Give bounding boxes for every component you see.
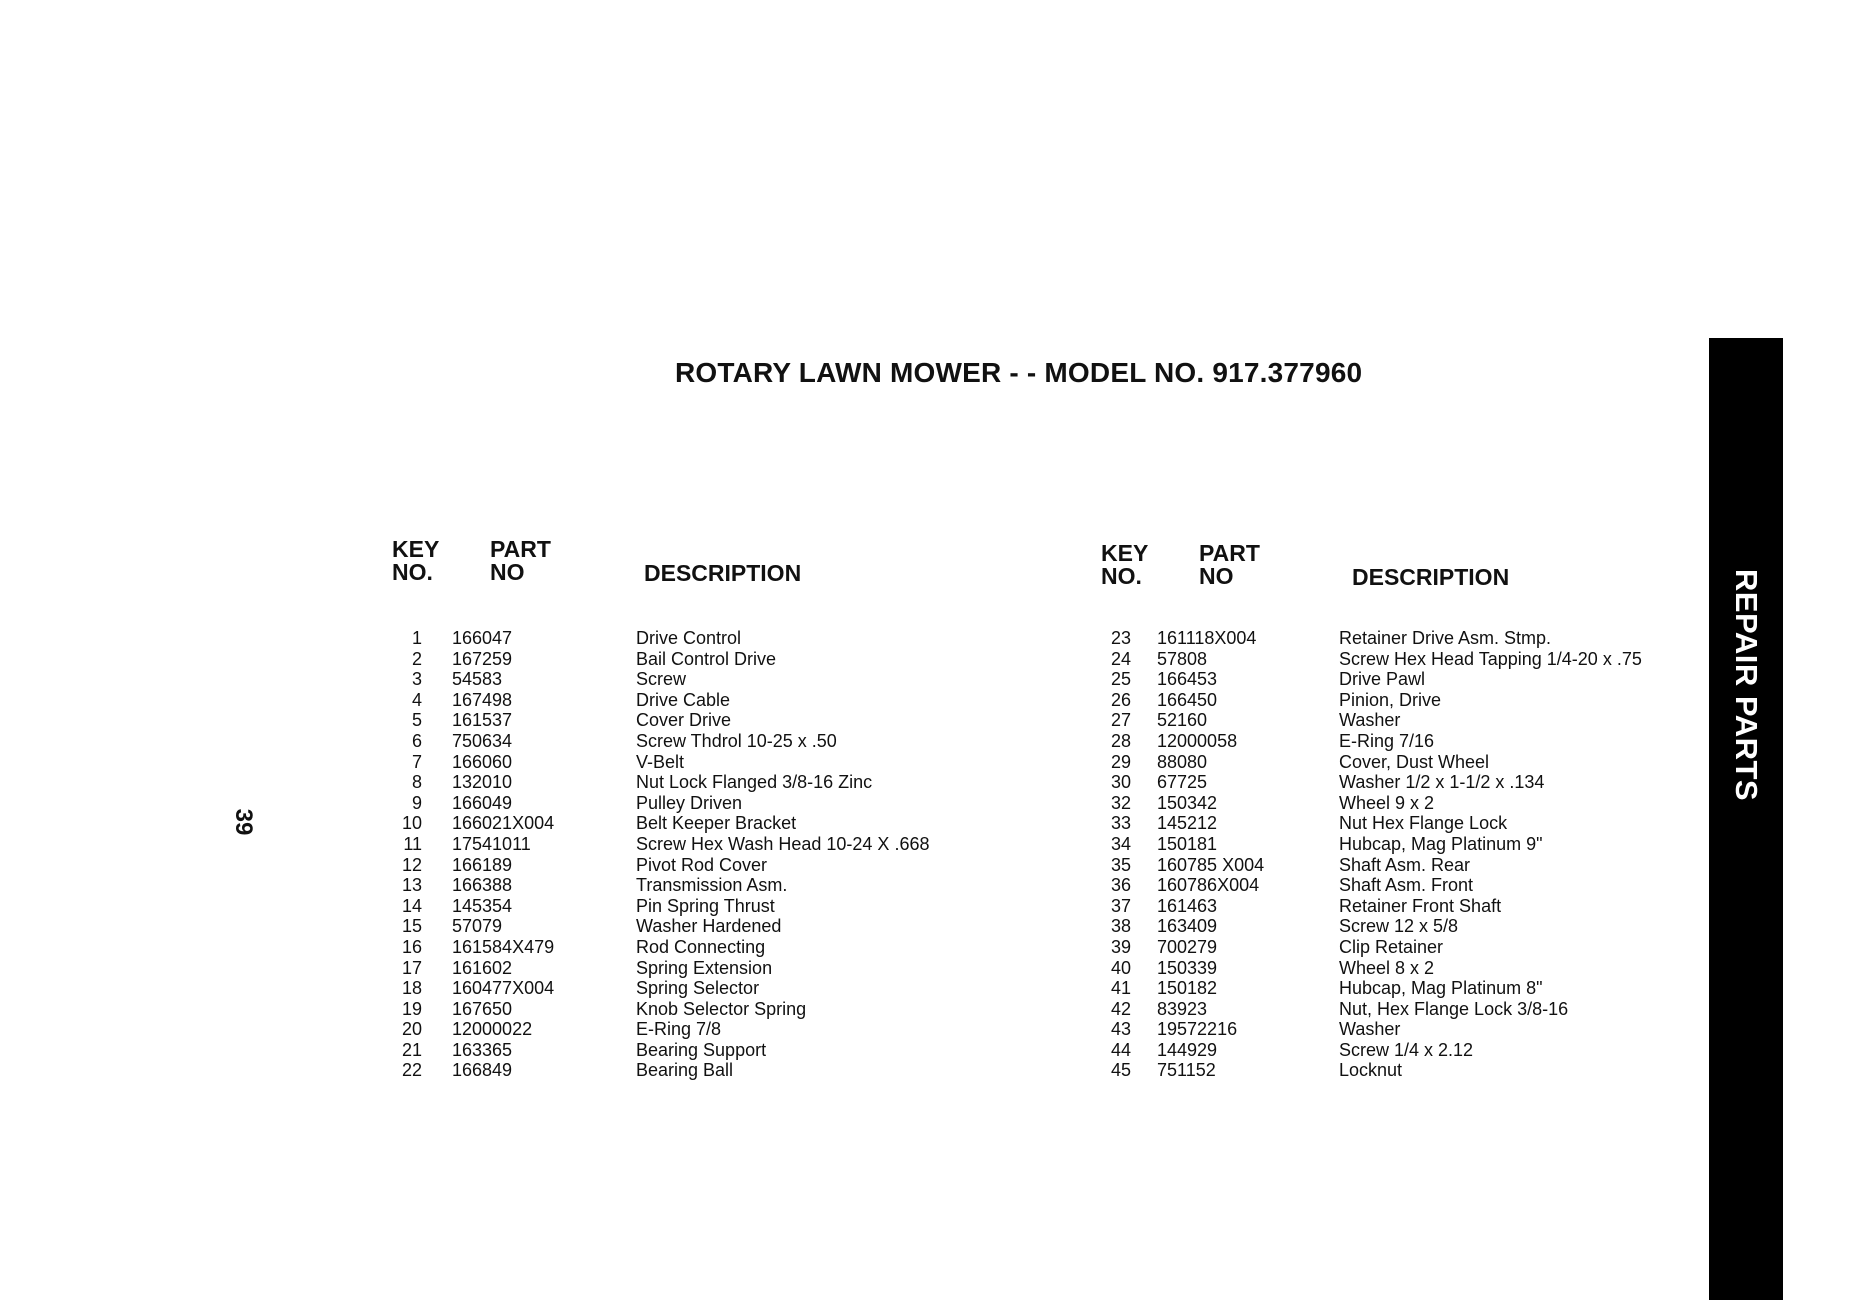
key-no: 11 [403,833,422,854]
parts-row [392,978,1012,999]
part-no: 145354 [452,895,513,916]
parts-row [1101,752,1721,773]
parts-row [1101,710,1721,731]
key-header-line1: KEY [392,536,440,562]
key-no: 5 [411,710,422,731]
part-no: 750634 [452,730,513,751]
parts-row [392,731,1012,752]
part-no: 166453 [1157,669,1218,690]
parts-row [392,772,1012,793]
part-no: 161537 [452,710,513,731]
part-description: Nut Lock Flanged 3/8-16 Zinc [636,772,873,793]
parts-row [392,752,1012,773]
parts-row [392,875,1012,896]
key-no: 15 [401,916,422,937]
part-no: 166450 [1157,689,1218,710]
part-no: 57808 [1157,648,1208,669]
key-no: 19 [401,998,422,1019]
parts-row [1101,1040,1721,1061]
part-description: Screw Hex Head Tapping 1/4-20 x .75 [1339,648,1642,669]
parts-row [392,1019,1012,1040]
key-no: 10 [401,813,422,834]
part-header-line2: NO [490,559,525,585]
parts-row [392,1060,1012,1081]
parts-row [392,958,1012,979]
part-no: 163365 [452,1039,513,1060]
part-no: 54583 [452,669,503,690]
parts-row [1101,855,1721,876]
part-description: Hubcap, Mag Platinum 8" [1339,978,1543,999]
key-no: 35 [1110,854,1131,875]
key-no: 41 [1110,978,1131,999]
part-no: 12000058 [1157,730,1238,751]
parts-row [1101,649,1721,670]
key-header-line2: NO. [1101,563,1142,589]
parts-row [392,1040,1012,1061]
key-no: 45 [1110,1060,1131,1081]
parts-row [1101,628,1721,649]
key-no: 33 [1110,813,1131,834]
key-no: 37 [1110,895,1131,916]
key-no: 6 [411,730,422,751]
part-description: Pivot Rod Cover [636,854,768,875]
part-no: 150339 [1157,957,1218,978]
parts-row [1101,772,1721,793]
parts-row [392,813,1012,834]
parts-rows-left [392,628,1012,1081]
key-no: 22 [401,1060,422,1081]
part-description: V-Belt [636,751,685,772]
part-no: 161118X004 [1157,628,1257,648]
side-tab-label: REPAIR PARTS [1729,568,1764,802]
part-description: Washer [1339,1019,1401,1040]
part-description: Pulley Driven [636,792,743,813]
key-no: 8 [411,772,422,793]
part-description: Screw Thdrol 10-25 x .50 [636,730,837,751]
part-description: Washer Hardened [636,916,782,937]
key-no: 29 [1110,751,1131,772]
parts-row [1101,813,1721,834]
key-no: 39 [1110,936,1131,957]
description-header: DESCRIPTION [644,560,802,586]
parts-row [392,896,1012,917]
key-no: 34 [1110,833,1131,854]
part-description: Cover Drive [636,710,732,731]
part-no: 166047 [452,628,513,648]
parts-row [1101,937,1721,958]
key-no: 25 [1110,669,1131,690]
key-no: 14 [401,895,422,916]
part-description: Nut Hex Flange Lock [1339,813,1508,834]
part-description: Wheel 9 x 2 [1339,792,1435,813]
part-description: Drive Pawl [1339,669,1426,690]
key-no: 36 [1110,875,1131,896]
part-no: 166060 [452,751,513,772]
part-description: Wheel 8 x 2 [1339,957,1435,978]
part-header-line2: NO [1199,563,1234,589]
part-description: Transmission Asm. [636,875,788,896]
part-description: E-Ring 7/8 [636,1019,722,1040]
parts-row [392,628,1012,649]
part-description: Drive Cable [636,689,731,710]
key-no: 28 [1110,730,1131,751]
key-no: 18 [401,978,422,999]
part-no: 150182 [1157,978,1218,999]
part-description: Pinion, Drive [1339,689,1442,710]
key-no: 40 [1110,957,1131,978]
part-description: Clip Retainer [1339,936,1444,957]
parts-row [392,649,1012,670]
page-title: ROTARY LAWN MOWER - - MODEL NO. 917.377960 [675,357,1363,388]
parts-row [1101,731,1721,752]
parts-row [392,916,1012,937]
key-no: 21 [401,1039,422,1060]
parts-row [1101,999,1721,1020]
parts-row [392,855,1012,876]
part-description: Spring Extension [636,957,773,978]
key-header [392,538,439,584]
part-description: Spring Selector [636,978,760,999]
key-no: 2 [411,648,422,669]
part-header-line1: PART [1199,540,1260,566]
part-description: Drive Control [636,628,742,648]
part-description: Hubcap, Mag Platinum 9" [1339,833,1543,854]
key-no: 38 [1110,916,1131,937]
key-header-line1: KEY [1101,540,1149,566]
part-no: 57079 [452,916,503,937]
part-no: 17541011 [452,833,531,854]
part-no: 161584X479 [452,936,555,957]
part-no: 88080 [1157,751,1208,772]
part-no: 167498 [452,689,513,710]
part-no: 166049 [452,792,513,813]
part-description: Belt Keeper Bracket [636,813,797,834]
parts-row [392,937,1012,958]
part-description: Shaft Asm. Front [1339,875,1474,896]
part-description: Washer [1339,710,1401,731]
parts-row [1101,875,1721,896]
part-description: Retainer Front Shaft [1339,895,1502,916]
key-no: 12 [401,854,422,875]
part-no: 167259 [452,648,513,669]
parts-row [1101,958,1721,979]
part-no: 700279 [1157,936,1218,957]
part-no: 166388 [452,875,513,896]
parts-row [1101,978,1721,999]
part-no: 167650 [452,998,513,1019]
description-header: DESCRIPTION [1352,564,1510,590]
part-no: 83923 [1157,998,1208,1019]
key-no: 16 [401,936,422,957]
parts-row [1101,834,1721,855]
part-no: 145212 [1157,813,1218,834]
key-no: 23 [1110,628,1131,648]
key-no: 20 [401,1019,422,1040]
part-header-line1: PART [490,536,551,562]
key-no: 7 [411,751,422,772]
parts-row [392,834,1012,855]
key-no: 42 [1110,998,1131,1019]
part-no: 166849 [452,1060,513,1081]
key-no: 3 [411,669,422,690]
part-description: E-Ring 7/16 [1339,730,1435,751]
part-no: 19572216 [1157,1019,1238,1040]
part-no: 132010 [452,772,513,793]
part-description: Retainer Drive Asm. Stmp. [1339,628,1552,648]
key-no: 17 [401,957,422,978]
parts-row [1101,690,1721,711]
part-no: 52160 [1157,710,1208,731]
part-description: Washer 1/2 x 1-1/2 x .134 [1339,772,1545,793]
parts-row [392,710,1012,731]
part-no: 12000022 [452,1019,533,1040]
part-description: Bearing Support [636,1039,767,1060]
parts-row [1101,896,1721,917]
part-description: Screw 1/4 x 2.12 [1339,1039,1474,1060]
part-description: Screw [636,669,687,690]
key-header-line2: NO. [392,559,433,585]
parts-row [392,999,1012,1020]
key-no: 44 [1110,1039,1131,1060]
key-no: 13 [401,875,422,896]
parts-row [1101,793,1721,814]
key-no: 43 [1110,1019,1131,1040]
part-no: 166021X004 [452,813,555,834]
part-no: 67725 [1157,772,1208,793]
part-description: Screw Hex Wash Head 10-24 X .668 [636,833,930,854]
part-description: Nut, Hex Flange Lock 3/8-16 [1339,998,1569,1019]
parts-row [392,690,1012,711]
parts-rows-right [1101,628,1721,1081]
key-no: 24 [1110,648,1131,669]
key-no: 1 [411,628,422,648]
part-description: Bail Control Drive [636,648,777,669]
part-description: Rod Connecting [636,936,766,957]
key-no: 30 [1110,772,1131,793]
part-no: 150181 [1157,833,1218,854]
parts-row [392,669,1012,690]
key-header [1101,542,1148,588]
parts-row [392,793,1012,814]
part-no: 144929 [1157,1039,1218,1060]
part-no: 160786X004 [1157,875,1260,896]
parts-row [1101,1019,1721,1040]
key-no: 4 [411,689,422,710]
key-no: 9 [411,792,422,813]
page-number: 39 [230,808,257,836]
part-description: Locknut [1339,1060,1403,1081]
part-description: Screw 12 x 5/8 [1339,916,1459,937]
parts-row [1101,669,1721,690]
part-description: Cover, Dust Wheel [1339,751,1490,772]
part-description: Bearing Ball [636,1060,734,1081]
part-no: 160477X004 [452,978,555,999]
part-no: 163409 [1157,916,1218,937]
parts-row [1101,916,1721,937]
part-no: 751152 [1157,1060,1216,1081]
part-description: Shaft Asm. Rear [1339,854,1471,875]
part-no: 166189 [452,854,513,875]
part-no: 160785 X004 [1157,854,1265,875]
part-header [490,538,551,584]
key-no: 27 [1110,710,1131,731]
part-header [1199,542,1260,588]
part-description: Knob Selector Spring [636,998,807,1019]
key-no: 26 [1110,689,1131,710]
part-no: 161463 [1157,895,1218,916]
parts-row [1101,1060,1721,1081]
key-no: 32 [1110,792,1131,813]
part-description: Pin Spring Thrust [636,895,775,916]
part-no: 150342 [1157,792,1218,813]
part-no: 161602 [452,957,513,978]
